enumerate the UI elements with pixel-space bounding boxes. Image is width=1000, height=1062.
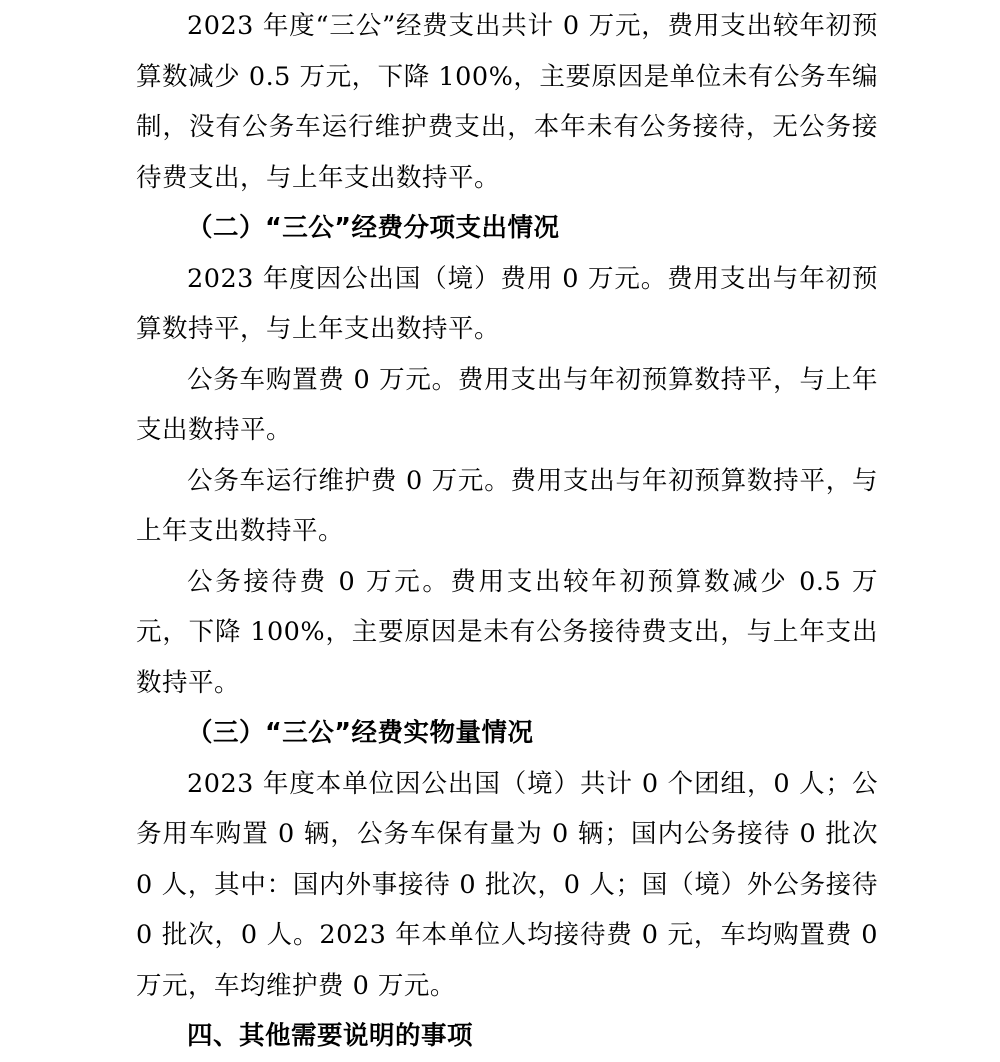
paragraph-vehicle-purchase: 公务车购置费 0 万元。费用支出与年初预算数持平，与上年支出数持平。	[136, 364, 878, 445]
paragraph-reception: 公务接待费 0 万元。费用支出较年初预算数减少 0.5 万元，下降 100%，主要原因是未有公务接待费支出，与上年支出数持平。	[136, 566, 878, 698]
subheading-itemized-expenditure: （二）“三公”经费分项支出情况	[187, 213, 560, 243]
paragraph-three-public-total: 2023 年度“三公”经费支出共计 0 万元，费用支出较年初预算数减少 0.5 万元，下降 100%，主要原因是单位未有公务车编制，没有公务车运行维护费支出，本年未有公务接待，无公务接待费支出，与上年支出数持平。	[136, 11, 878, 193]
section-heading-other-matters: 四、其他需要说明的事项	[187, 1021, 474, 1051]
document-page	[136, 0, 878, 1062]
subheading-physical-quantity: （三）“三公”经费实物量情况	[187, 718, 534, 748]
paragraph-vehicle-maintenance: 公务车运行维护费 0 万元。费用支出与年初预算数持平，与上年支出数持平。	[136, 465, 878, 546]
paragraph-physical-quantity: 2023 年度本单位因公出国（境）共计 0 个团组，0 人；公务用车购置 0 辆，公务车保有量为 0 辆；国内公务接待 0 批次 0 人，其中：国内外事接待 0 批次，0 人；国（境）外公务接待 0 批次，0 人。2023 年本单位人均接待费 0 元，车均购置费 0 万元，车均维护费 0 万元。	[136, 768, 878, 1001]
paragraph-overseas-travel: 2023 年度因公出国（境）费用 0 万元。费用支出与年初预算数持平，与上年支出数持平。	[136, 263, 878, 344]
